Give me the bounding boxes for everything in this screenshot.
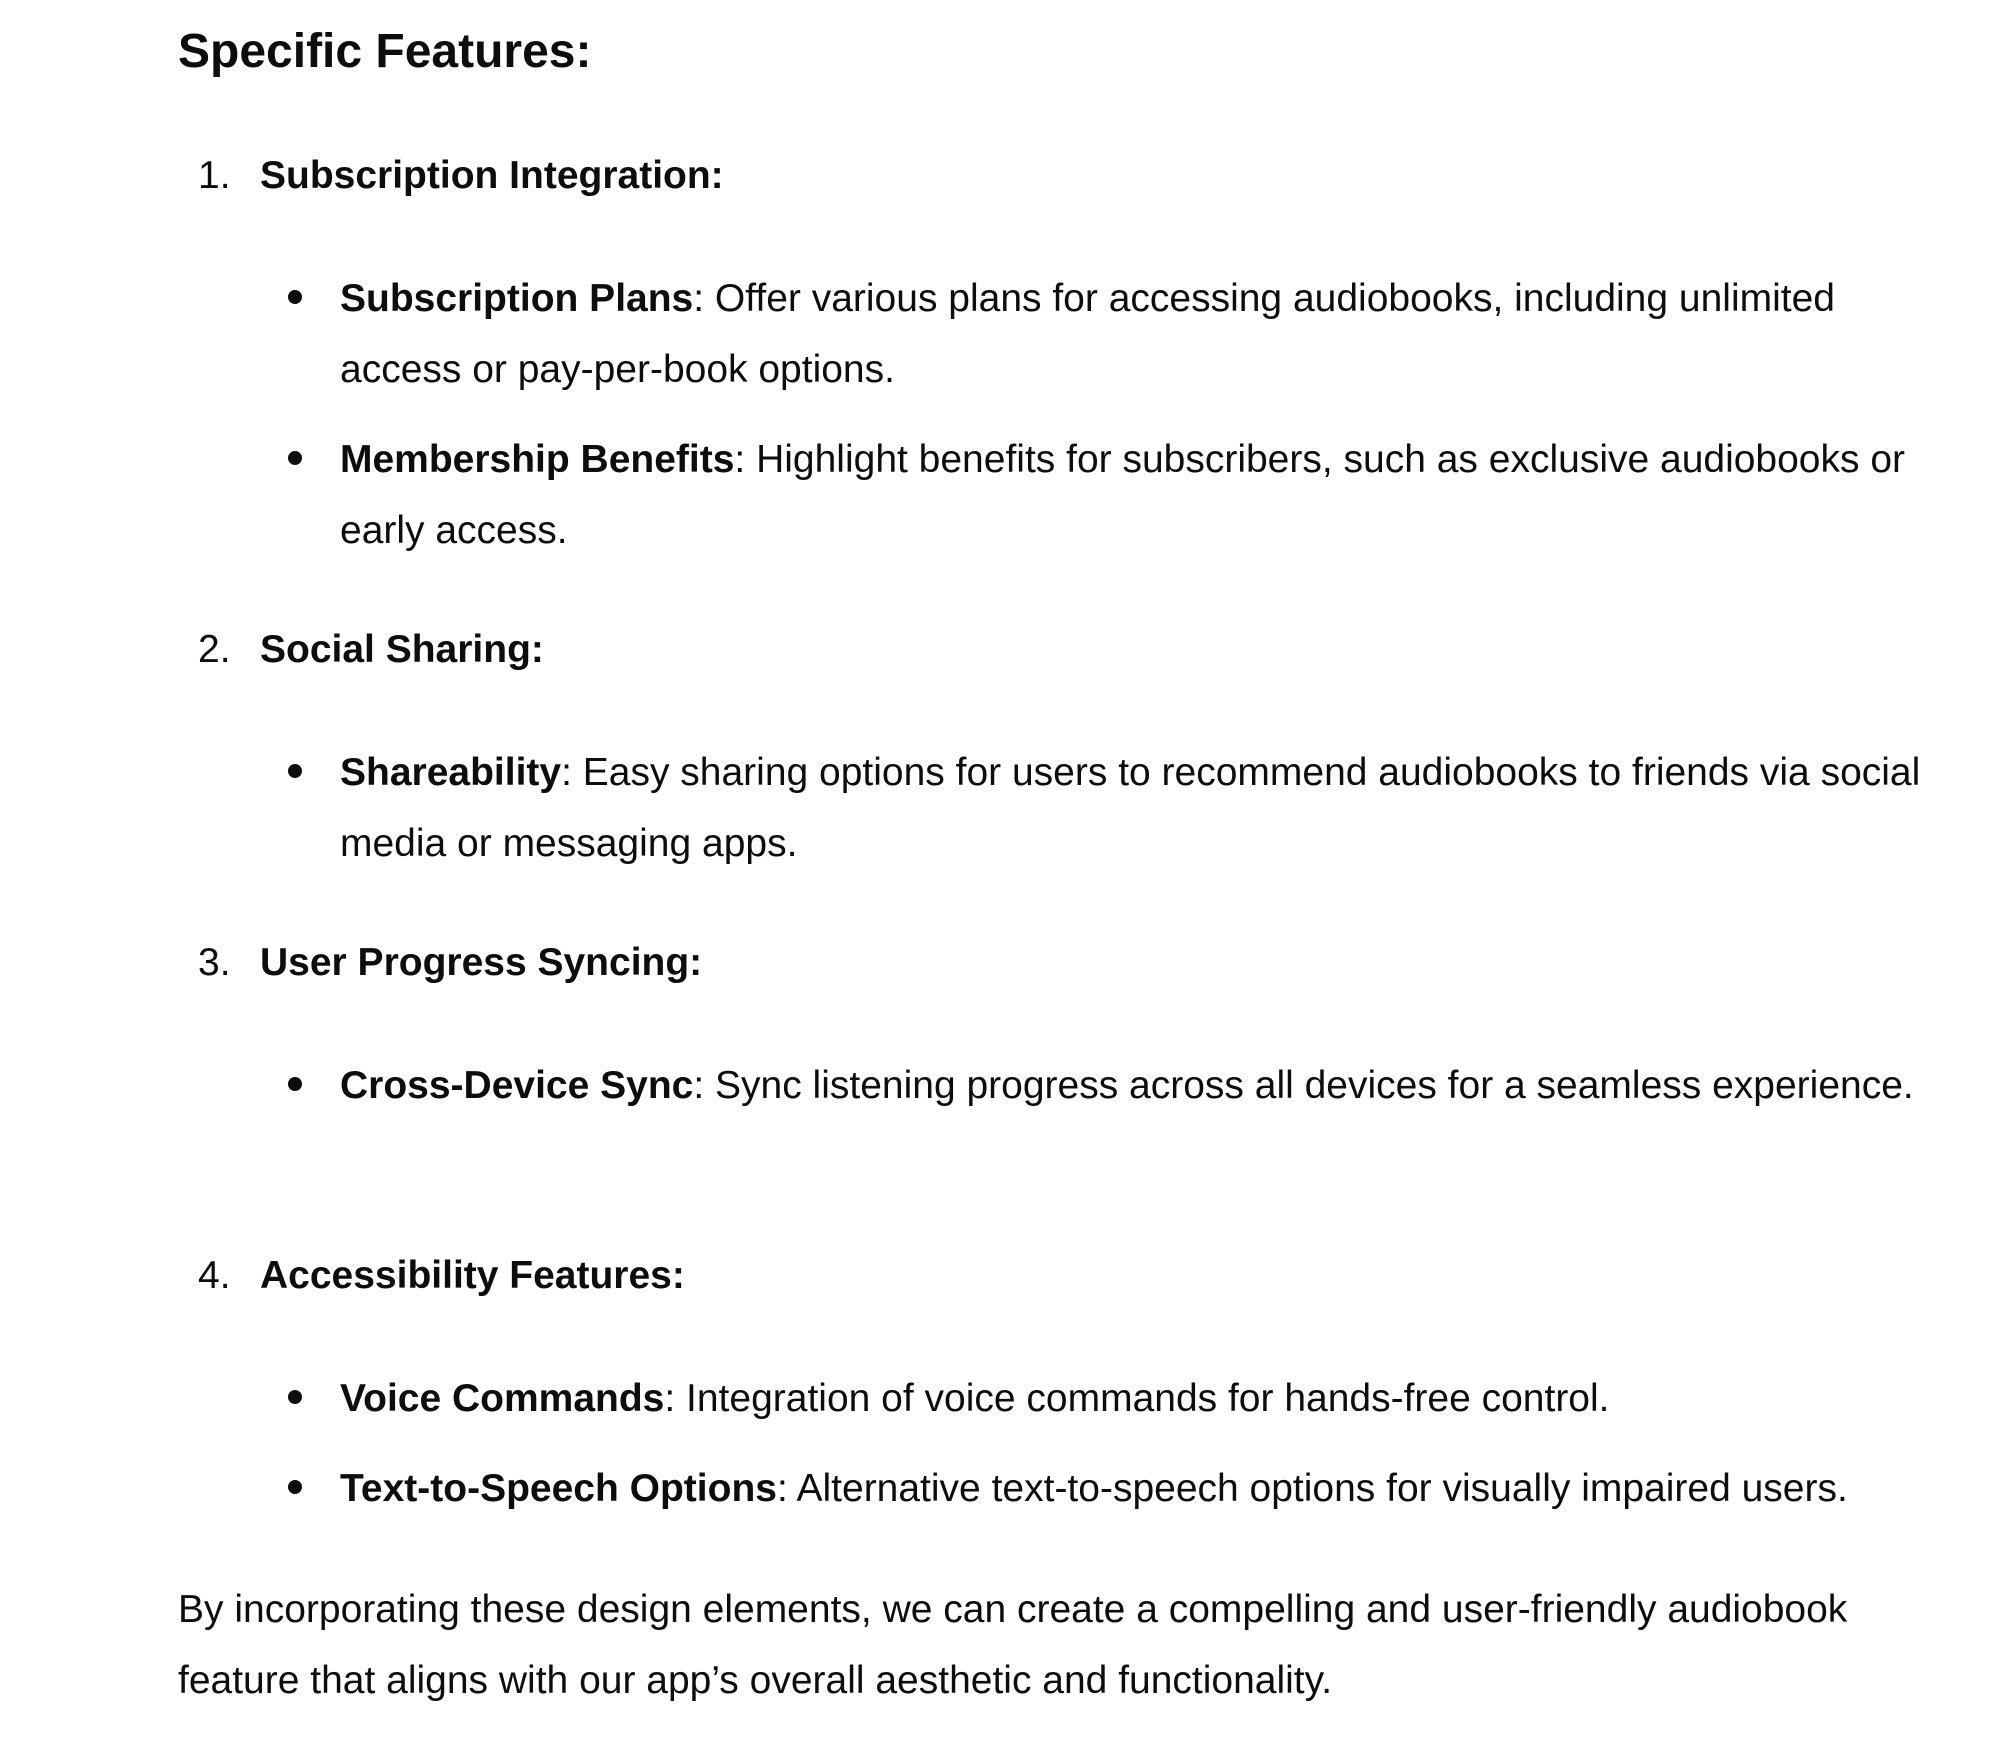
- bullet-dot: [288, 290, 302, 304]
- bullet-text: : Alternative text-to-speech options for visually impaired users.: [776, 1467, 1848, 1510]
- bullet-text-to-speech-options: [340, 1453, 1960, 1524]
- list-number: 4.: [198, 1254, 231, 1297]
- bullet-term: Text-to-Speech Options: [340, 1467, 777, 1510]
- bullet-voice-commands: [340, 1363, 1960, 1434]
- bullet-shareability: [340, 737, 1960, 879]
- bullet-text: : Highlight benefits for subscribers, such as exclusive audiobooks or early access.: [340, 438, 1906, 552]
- bullet-subscription-plans: [340, 263, 1960, 405]
- list-item-title: User Progress Syncing:: [260, 941, 703, 984]
- bullet-dot: [288, 764, 302, 778]
- bullet-term: Membership Benefits: [340, 438, 735, 481]
- list-number: 3.: [198, 941, 231, 984]
- list-item-subscription-integration: [198, 150, 724, 202]
- bullet-term: Cross-Device Sync: [340, 1064, 694, 1107]
- list-item-social-sharing: [198, 624, 544, 676]
- list-item-accessibility-features: [198, 1250, 685, 1302]
- list-number: 1.: [198, 154, 231, 197]
- bullet-text: : Easy sharing options for users to recommend audiobooks to friends via social media or messaging apps.: [340, 751, 1921, 865]
- bullet-dot: [288, 1480, 302, 1494]
- list-number: 2.: [198, 628, 231, 671]
- bullet-term: Subscription Plans: [340, 277, 694, 320]
- bullet-dot: [288, 1077, 302, 1091]
- list-item-title: Accessibility Features:: [260, 1254, 685, 1297]
- bullet-text: : Sync listening progress across all devices for a seamless experience.: [693, 1064, 1914, 1107]
- bullet-text: : Integration of voice commands for hands-free control.: [664, 1377, 1610, 1420]
- bullet-dot: [288, 1390, 302, 1404]
- section-heading: Specific Features:: [178, 25, 592, 78]
- list-item-title: Subscription Integration:: [260, 154, 724, 197]
- list-item-user-progress-syncing: [198, 937, 702, 989]
- closing-paragraph: By incorporating these design elements, we can create a compelling and user-friendly audiobook feature that aligns with our app’s overall aesthetic and functionality.: [178, 1588, 1848, 1702]
- bullet-term: Voice Commands: [340, 1377, 665, 1420]
- bullet-membership-benefits: [340, 424, 1960, 566]
- bullet-term: Shareability: [340, 751, 562, 794]
- bullet-cross-device-sync: [340, 1050, 1960, 1121]
- list-item-title: Social Sharing:: [260, 628, 544, 671]
- bullet-dot: [288, 451, 302, 465]
- bullet-text: : Offer various plans for accessing audiobooks, including unlimited access or pay-per-book options.: [340, 277, 1835, 391]
